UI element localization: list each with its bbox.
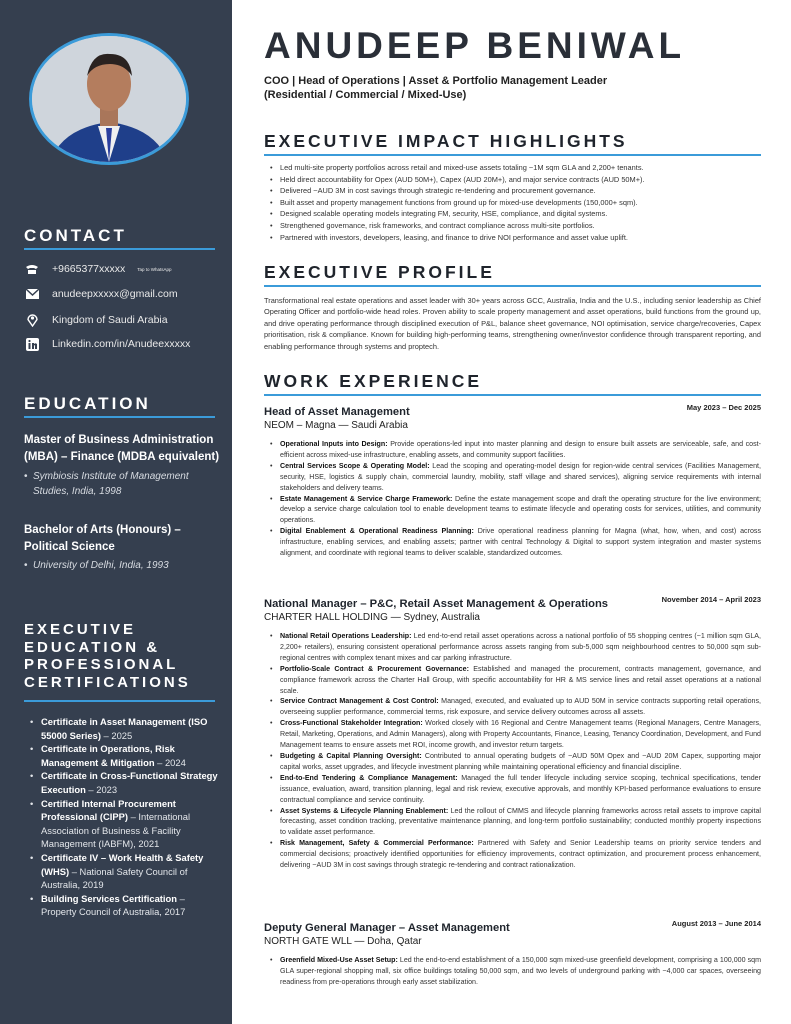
- job-bullet: • National Retail Operations Leadership: Led end-to-end retail asset operations across a national portfolio of 55 shopping centres (~1 million sqm GLA, 2,200+ retailers), ensuring consistent operational performance across assets ranging from sub-5,000 sqm neighbourhood centres to 50,000 sqm sub-regional centres with complex tenant mixes and car parking infrastructure.: [264, 631, 761, 664]
- job-bullets: [264, 955, 761, 988]
- job-bullet: • End-to-End Tendering & Compliance Management: Managed the full tender lifecycle including service scoping, technical specifications, tender issuance, evaluation, award, transition planning, legal and risk review, executive approvals, and monthly KPI-based performance evaluations to ensure contractual compliance and service continuity.: [264, 773, 761, 806]
- cert-item: • Certificate in Cross-Functional Strategy Execution – 2023: [28, 769, 218, 796]
- job-title: Deputy General Manager – Asset Management: [264, 922, 510, 934]
- cert-item: • Certificate in Operations, Risk Management & Mitigation – 2024: [28, 742, 218, 769]
- profile-rule: [264, 285, 761, 287]
- headline-roles: COO | Head of Operations | Asset & Portfolio Management Leader: [264, 75, 608, 87]
- job-3: [264, 919, 762, 988]
- profile-photo: [29, 33, 189, 165]
- contact-location: [24, 313, 168, 327]
- whatsapp-link[interactable]: Tap to WhatsApp: [137, 266, 172, 272]
- job-bullet: • Asset Systems & Lifecycle Planning Enablement: Led the rollout of CMMS and lifecycle planning frameworks across retail assets to improve capital forecasting, asset condition tracking, preventative maintenance planning, and long-term portfolio sustainability; conducted monthly property inspections to validate asset performance.: [264, 806, 761, 839]
- job-bullet: • Risk Management, Safety & Commercial Performance: Partnered with Safety and Senior Leadership teams on priority service tenders and commercial decisions; proactively identified opportunities for efficiency improvements, contract optimization, and procurement process enhancement, delivering ~AUD 3M in cost savings through strategic re-tendering and contract rationalization.: [264, 838, 761, 871]
- school-2: • University of Delhi, India, 1993: [33, 558, 213, 573]
- highlight-item: • Strengthened governance, risk frameworks, and contract compliance across multi-site portfolios.: [264, 220, 761, 232]
- headline-sectors: (Residential / Commercial / Mixed-Use): [264, 89, 467, 101]
- school-1: • Symbiosis Institute of Management Studies, India, 1998: [33, 469, 213, 499]
- highlights-section: [264, 130, 761, 243]
- job-bullet: • Operational Inputs into Design: Provide operations-led input into master planning and design to ensure built assets are serviceable, safe, and cost-efficient across mixed-use infrastructure, enabling assets, and community support facilities.: [264, 439, 761, 461]
- highlights-list: [264, 162, 761, 243]
- linkedin-url[interactable]: Linkedin.com/in/Anudeexxxxx: [52, 338, 191, 350]
- phone-icon: [24, 262, 40, 276]
- certifications-list: [28, 715, 218, 919]
- job-company: NORTH GATE WLL — Doha, Qatar: [264, 936, 422, 947]
- profile-text: Transformational real estate operations and asset leader with 30+ years across GCC, Australia, India and the U.S., including senior leadership as Chief Operating Officer and portfolio-wide head roles. Proven ability to scale property management and asset operations, build functions from the ground up, and drive operating performance through disciplined execution of P&L, balance sheet governance, NOI optimisation, service charge/recoveries, Capex prioritisation, risk & compliance. Known for building high-performing teams, strengthening owner/investor confidence through transparent reporting, and enabling performance through systems and proptech.: [264, 296, 761, 351]
- job-bullet: • Greenfield Mixed-Use Asset Setup: Led the end-to-end establishment of a 150,000 sqm mixed-use greenfield development, comprising a 100,000 sqm GLA super-regional shopping mall, six office buildings totaling 50,000 sqm, and two levels of underground parking with ~4,000 car spaces, overseeing readiness from pre-operations through early asset stabilization.: [264, 955, 761, 988]
- experience-rule: [264, 394, 761, 396]
- contact-heading: CONTACT: [24, 226, 127, 245]
- contact-phone[interactable]: [24, 262, 172, 276]
- cert-item: • Certified Internal Procurement Professional (CIPP) – International Association of Business & Facility Management (IABFM), 2021: [28, 797, 218, 851]
- education-heading: EDUCATION: [24, 394, 151, 413]
- certifications-heading: EXECUTIVE EDUCATION & PROFESSIONAL CERTIFICATIONS: [24, 621, 191, 691]
- cert-item: • Building Services Certification – Property Council of Australia, 2017: [28, 892, 218, 919]
- location-text: Kingdom of Saudi Arabia: [52, 314, 168, 326]
- highlights-rule: [264, 154, 761, 156]
- cert-item: • Certificate in Asset Management (ISO 55000 Series) – 2025: [28, 715, 218, 742]
- highlight-item: • Partnered with investors, developers, leasing, and finance to drive NOI performance and asset value uplift.: [264, 232, 761, 244]
- experience-section: [264, 370, 761, 396]
- linkedin-icon: [24, 337, 40, 351]
- job-company: NEOM – Magna — Saudi Arabia: [264, 420, 408, 431]
- email-icon: [24, 287, 40, 301]
- job-dates: November 2014 – April 2023: [661, 595, 761, 604]
- degree-2: Bachelor of Arts (Honours) – Political Science: [24, 524, 181, 553]
- job-2: [264, 595, 762, 871]
- location-pin-icon: [24, 313, 40, 327]
- job-bullets: [264, 631, 761, 871]
- job-bullet: • Budgeting & Capital Planning Oversight: Contributed to annual operating budgets of ~AUD 50M Opex and ~AUD 20M Capex, supporting major capital works, asset upgrades, and lifecycle investment planning while maintaining operational efficiency and financial discipline.: [264, 751, 761, 773]
- job-dates: May 2023 – Dec 2025: [686, 403, 761, 412]
- candidate-name: ANUDEEP BENIWAL: [264, 25, 686, 66]
- job-bullet: • Estate Management & Service Charge Framework: Define the estate management scope and draft the operating structure for the live environment; develop a service charge calculation tool to enable development teams to estimate lifecycle and operating costs for services, utilities, and community operations.: [264, 494, 761, 527]
- job-bullet: • Cross-Functional Stakeholder Integration: Worked closely with 16 Regional and Centre Management teams (Regional Managers, Centre Managers, Retail, Marketing, Operations, and Admin Managers), along with Property Accountants, Finance, Leasing, Tenancy Coordination, Development, and Fund Management teams to ensure assets met ROI, income growth, and investor return targets.: [264, 718, 761, 751]
- degree-1: Master of Business Administration (MBA) – Finance (MDBA equivalent): [24, 434, 220, 463]
- job-bullet: • Central Services Scope & Operating Model: Lead the scoping and operating-model design for region-wide central services (Facilities Management, security, HSE, logistics & supply chain, commercial laundry, mobility, staff village and shared services), aligning service requirements with internal stakeholders and delivery teams.: [264, 461, 761, 494]
- email-address[interactable]: anudeepxxxxx@gmail.com: [52, 288, 178, 300]
- job-1: [264, 403, 762, 559]
- education-rule: [24, 416, 215, 418]
- experience-heading: WORK EXPERIENCE: [264, 371, 483, 391]
- contact-linkedin[interactable]: [24, 337, 190, 351]
- job-title: Head of Asset Management: [264, 406, 410, 418]
- highlight-item: • Designed scalable operating models integrating FM, security, HSE, compliance, and digital systems.: [264, 208, 761, 220]
- job-bullet: • Portfolio-Scale Contract & Procurement Governance: Established and managed the procurement, contracts management, governance, and compliance framework across the Charter Hall Group, with specific accountability for HR & MS service lines and retail asset operations at a national scale.: [264, 664, 761, 697]
- job-bullets: [264, 439, 761, 559]
- headline: [264, 74, 761, 102]
- highlight-item: • Led multi-site property portfolios across retail and mixed-use assets totaling ~1M sqm GLA and 2,200+ tenants.: [264, 162, 761, 174]
- sidebar: [0, 0, 232, 1024]
- highlight-item: • Held direct accountability for Opex (AUD 50M+), Capex (AUD 20M+), and major service contracts (AUD 50M+).: [264, 174, 761, 186]
- job-dates: August 2013 – June 2014: [671, 919, 761, 928]
- contact-rule: [24, 248, 215, 250]
- highlight-item: • Delivered ~AUD 3M in cost savings through strategic re-tendering and procurement governance.: [264, 185, 761, 197]
- job-bullet: • Digital Enablement & Operational Readiness Planning: Drive operational readiness planning for Magna (what, how, when, and cost) across infrastructure, enabling services, and enabling assets; partner with central Technology & Digital to support system integration and master systems alignment, and coordinate with regional teams to deliver scalable, standardized outcomes.: [264, 526, 761, 559]
- job-company: CHARTER HALL HOLDING — Sydney, Australia: [264, 612, 480, 623]
- certifications-rule: [24, 700, 215, 702]
- highlight-item: • Built asset and property management functions from ground up for mixed-use developments (150,000+ sqm).: [264, 197, 761, 209]
- contact-email[interactable]: [24, 287, 178, 301]
- job-bullet: • Service Contract Management & Cost Control: Managed, executed, and evaluated up to AUD 50M in service contracts supporting retail operations, overseeing supplier performance, commercial terms, risk exposure, and service delivery outcomes across all assets.: [264, 696, 761, 718]
- cert-item: • Certificate IV – Work Health & Safety (WHS) – National Safety Council of Australia, 2019: [28, 851, 218, 892]
- job-title: National Manager – P&C, Retail Asset Management & Operations: [264, 598, 608, 610]
- phone-number[interactable]: +9665377xxxxx: [52, 263, 126, 275]
- profile-heading: EXECUTIVE PROFILE: [264, 262, 495, 282]
- highlights-heading: EXECUTIVE IMPACT HIGHLIGHTS: [264, 131, 628, 151]
- profile-section: [264, 261, 761, 352]
